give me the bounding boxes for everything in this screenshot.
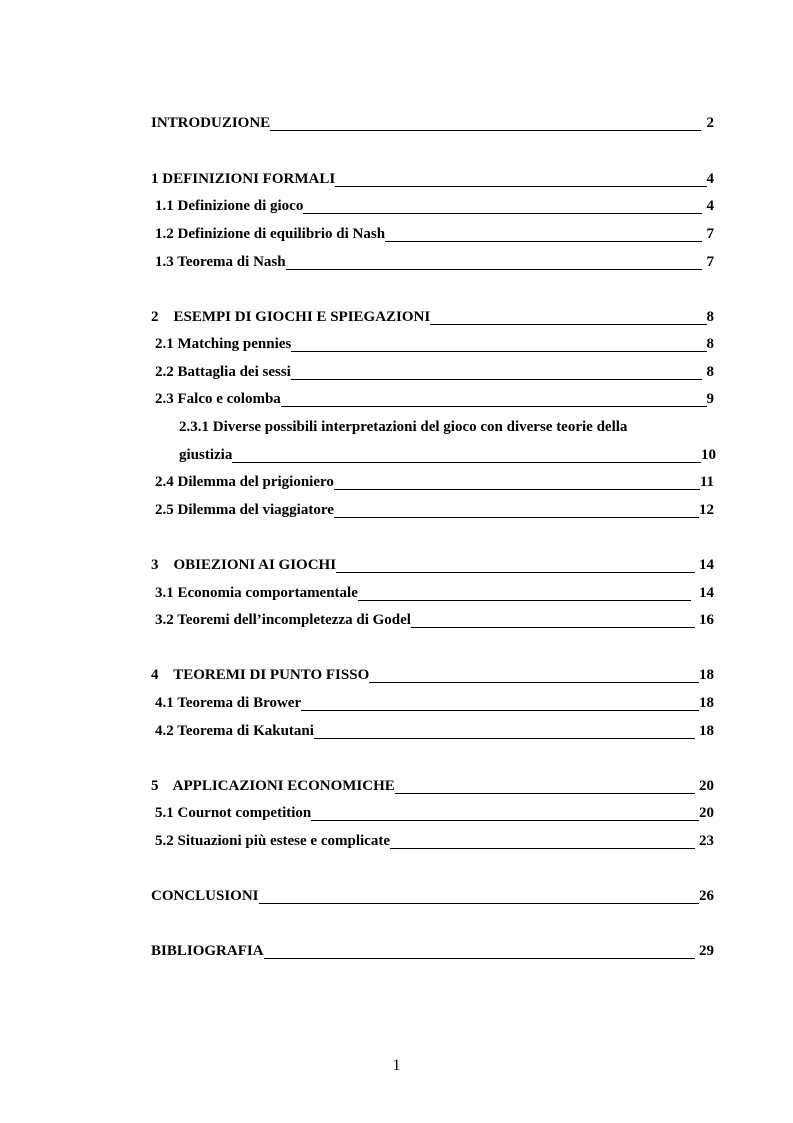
toc-entry-title: BIBLIOGRAFIA [151,943,264,959]
toc-entry-page: 11 [699,474,714,490]
toc-entry-section-2-1[interactable] [155,335,714,353]
toc-entry-title: 3.1 Economia comportamentale [155,585,358,601]
toc-leader-line [301,697,699,711]
toc-entry-page: 18 [699,667,714,683]
toc-leader-line [390,835,695,849]
toc-entry-page: 12 [699,502,714,518]
toc-leader-line [385,228,701,242]
toc-entry-page: 2 [706,115,714,131]
toc-entry-title: 2.2 Battaglia dei sessi [155,364,291,380]
toc-entry-page: 8 [706,364,714,380]
toc-entry-page: 4 [706,171,714,187]
toc-entry-page: 20 [699,805,714,821]
toc-entry-section-2-4[interactable] [155,473,714,491]
page-number: 1 [392,1057,401,1074]
toc-entry-page: 7 [706,226,714,242]
toc-entry-title: 2 ESEMPI DI GIOCHI E SPIEGAZIONI [151,309,431,325]
toc-leader-line [291,366,702,380]
toc-entry-section-4-1[interactable] [155,694,714,712]
toc-entry-title: 2.1 Matching pennies [155,336,292,352]
toc-entry-page: 14 [699,585,714,601]
toc-entry-bibliografia[interactable] [151,942,714,960]
toc-entry-page: 29 [699,943,714,959]
toc-entry-section-3-1[interactable] [155,584,714,602]
toc-entry-page: 23 [699,833,714,849]
toc-entry-section-3-2[interactable] [155,611,714,629]
toc-entry-title: 1.1 Definizione di gioco [155,198,304,214]
toc-entry-title: 3 OBIEZIONI AI GIOCHI [151,557,337,573]
toc-leader-line [334,504,699,518]
toc-entry-title: 5 APPLICAZIONI ECONOMICHE [151,778,395,794]
toc-entry-title: 3.2 Teoremi dell’incompletezza di Godel [155,612,411,628]
toc-entry-title: 4.2 Teorema di Kakutani [155,723,314,739]
toc-entry-section-1[interactable] [151,170,714,188]
toc-entry-page: 20 [699,778,714,794]
toc-leader-line [291,338,706,352]
toc-entry-page: 8 [706,309,714,325]
toc-entry-page: 26 [699,888,714,904]
toc-entry-title: 2.3 Falco e colomba [155,391,281,407]
toc-entry-title: 4.1 Teorema di Brower [155,695,302,711]
toc-entry-section-3[interactable] [151,556,714,574]
toc-entry-title: 1 DEFINIZIONI FORMALI [151,171,336,187]
toc-entry-title: 2.5 Dilemma del viaggiatore [155,502,334,518]
toc-leader-line [270,117,700,131]
toc-leader-line [286,256,702,270]
toc-leader-line [358,587,691,601]
toc-entry-page: 18 [699,723,714,739]
toc-entry-page: 8 [706,336,714,352]
toc-entry-page: 9 [706,391,714,407]
toc-leader-line [430,311,706,325]
toc-entry-section-4[interactable] [151,666,714,684]
toc-entry-section-4-2[interactable] [155,722,714,740]
toc-entry-page: 7 [706,254,714,270]
toc-entry-page: 16 [699,612,714,628]
toc-entry-section-2[interactable] [151,308,714,326]
toc-entry-title: CONCLUSIONI [151,888,259,904]
toc-entry-section-1-3[interactable] [155,253,714,271]
toc-entry-section-5-1[interactable] [155,804,714,822]
toc-entry-title: 5.2 Situazioni più estese e complicate [155,833,390,849]
toc-entry-section-2-2[interactable] [155,363,714,381]
toc-leader-line [411,614,695,628]
toc-entry-title: 4 TEOREMI DI PUNTO FISSO [151,667,370,683]
toc-entry-section-2-3[interactable] [155,390,714,408]
toc-entry-title: 1.2 Definizione di equilibrio di Nash [155,226,386,242]
toc-leader-line [311,807,699,821]
toc-entry-title: INTRODUZIONE [151,115,271,131]
toc-leader-line [281,393,707,407]
toc-entry-section-2-5[interactable] [155,501,714,519]
toc-entry-section-5-2[interactable] [155,832,714,850]
toc-leader-line [369,669,699,683]
toc-entry-page: 18 [699,695,714,711]
toc-leader-line [314,725,695,739]
toc-entry-title: 2.4 Dilemma del prigioniero [155,474,334,490]
toc-entry-introduzione[interactable] [151,114,714,132]
toc-entry-page: 4 [706,198,714,214]
toc-leader-line [334,476,700,490]
toc-leader-line [259,890,699,904]
toc-entry-page: 10 [701,447,716,463]
toc-leader-line [232,449,701,463]
toc-entry-title: 1.3 Teorema di Nash [155,254,286,270]
toc-entry-section-1-1[interactable] [155,197,714,215]
toc-leader-line [336,559,695,573]
toc-entry-conclusioni[interactable] [151,887,714,905]
toc-entry-title: giustizia [179,447,233,463]
toc-entry-title: 5.1 Cournot competition [155,805,312,821]
toc-entry-section-2-3-1[interactable] [179,446,716,464]
toc-leader-line [335,173,706,187]
toc-leader-line [395,780,695,794]
toc-entry-section-5[interactable] [151,777,714,795]
toc-leader-line [264,945,695,959]
toc-leader-line [303,200,701,214]
toc-entry-section-1-2[interactable] [155,225,714,243]
toc-entry-page: 14 [699,557,714,573]
toc-entry-section-2-3-1-line1[interactable]: 2.3.1 Diverse possibili interpretazioni del gioco con diverse teorie della [179,419,628,435]
